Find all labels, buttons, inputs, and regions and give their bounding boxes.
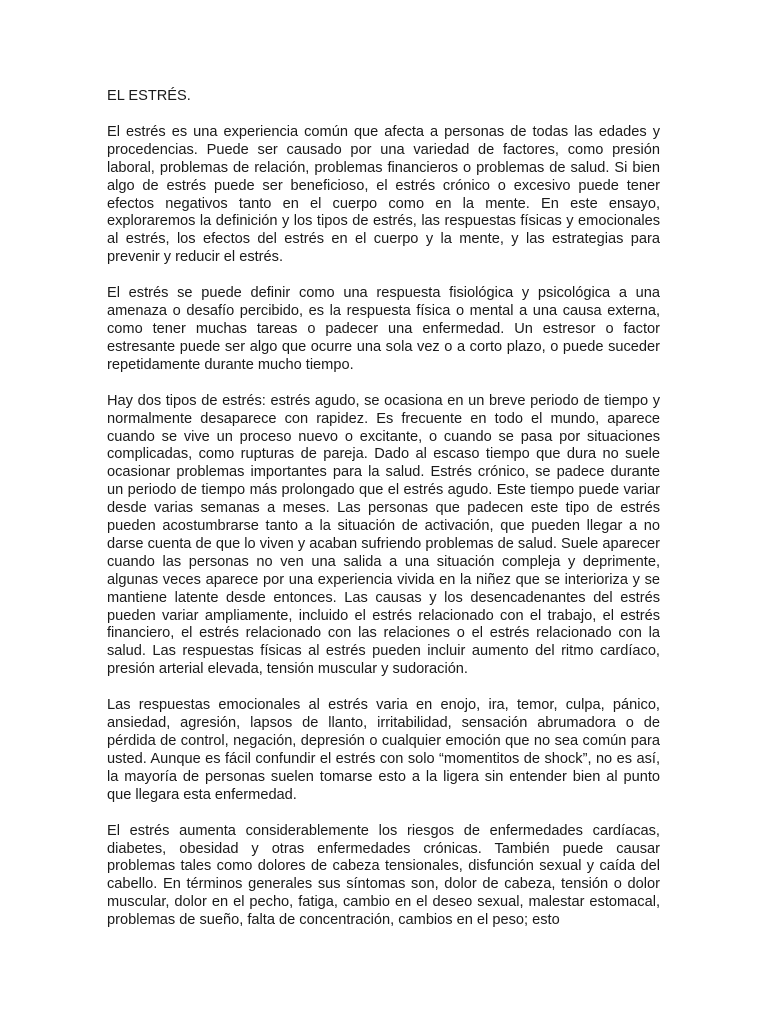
paragraph-effects: El estrés aumenta considerablemente los riesgos de enfermedades cardíacas, diabetes, obesidad y otras enfermedades crónicas. También puede causar problemas tales como dolores de cabeza tensionales, disfunción sexual y caída del cabello. En términos generales sus síntomas son, dolor de cabeza, tensión o dolor muscular, dolor en el pecho, fatiga, cambio en el deseo sexual, malestar estomacal, problemas de sueño, falta de concentración, cambios en el peso; esto bbox=[107, 822, 660, 929]
paragraph-types: Hay dos tipos de estrés: estrés agudo, se ocasiona en un breve periodo de tiempo y normalmente desaparece con rapidez. Es frecuente en todo el mundo, aparece cuando se vive un proceso nuevo o excitante, o cuando se pasa por situaciones complicadas, como rupturas de pareja. Dado al escaso tiempo que dura no suele ocasionar problemas importantes para la salud. Estrés crónico, se padece durante un periodo de tiempo más prolongado que el estrés agudo. Este tiempo puede variar desde varias semanas a meses. Las personas que padecen este tipo de estrés pueden acostumbrarse tanto a la situación de activación, que pueden llegar a no darse cuenta de que lo viven y acaban sufriendo problemas de salud. Suele aparecer cuando las personas no ven una salida a una situación compleja y deprimente, algunas veces aparece por una experiencia vivida en la niñez que se interioriza y se mantiene latente desde entonces. Las causas y los desencadenantes del estrés pueden variar ampliamente, incluido el estrés relacionado con el trabajo, el estrés financiero, el estrés relacionado con las relaciones o el estrés relacionado con la salud. Las respuestas físicas al estrés pueden incluir aumento del ritmo cardíaco, presión arterial elevada, tensión muscular y sudoración. bbox=[107, 392, 660, 678]
paragraph-definition: El estrés se puede definir como una respuesta fisiológica y psicológica a una amenaza o desafío percibido, es la respuesta física o mental a una causa externa, como tener muchas tareas o padecer una enfermedad. Un estresor o factor estresante puede ser algo que ocurre una sola vez o a corto plazo, o puede suceder repetidamente durante mucho tiempo. bbox=[107, 285, 660, 373]
paragraph-introduction: El estrés es una experiencia común que afecta a personas de todas las edades y procedencias. Puede ser causado por una variedad de factores, como presión laboral, problemas de relación, problemas financieros o problemas de salud. Si bien algo de estrés puede ser beneficioso, el estrés crónico o excesivo puede tener efectos negativos tanto en el cuerpo como en la mente. En este ensayo, exploraremos la definición y los tipos de estrés, las respuestas físicas y emocionales al estrés, los efectos del estrés en el cuerpo y la mente, y las estrategias para prevenir y reducir el estrés. bbox=[107, 123, 660, 266]
document-page bbox=[107, 88, 660, 948]
document-title: EL ESTRÉS. bbox=[107, 88, 191, 104]
paragraph-emotional-responses: Las respuestas emocionales al estrés varia en enojo, ira, temor, culpa, pánico, ansiedad, agresión, lapsos de llanto, irritabilidad, sensación abrumadora o de pérdida de control, negación, depresión o cualquier emoción que no sea común para usted. Aunque es fácil confundir el estrés con solo “momentitos de shock”, no es así, la mayoría de personas suelen tomarse esto a la ligera sin entender bien al punto que llegara esta enfermedad. bbox=[107, 697, 660, 803]
